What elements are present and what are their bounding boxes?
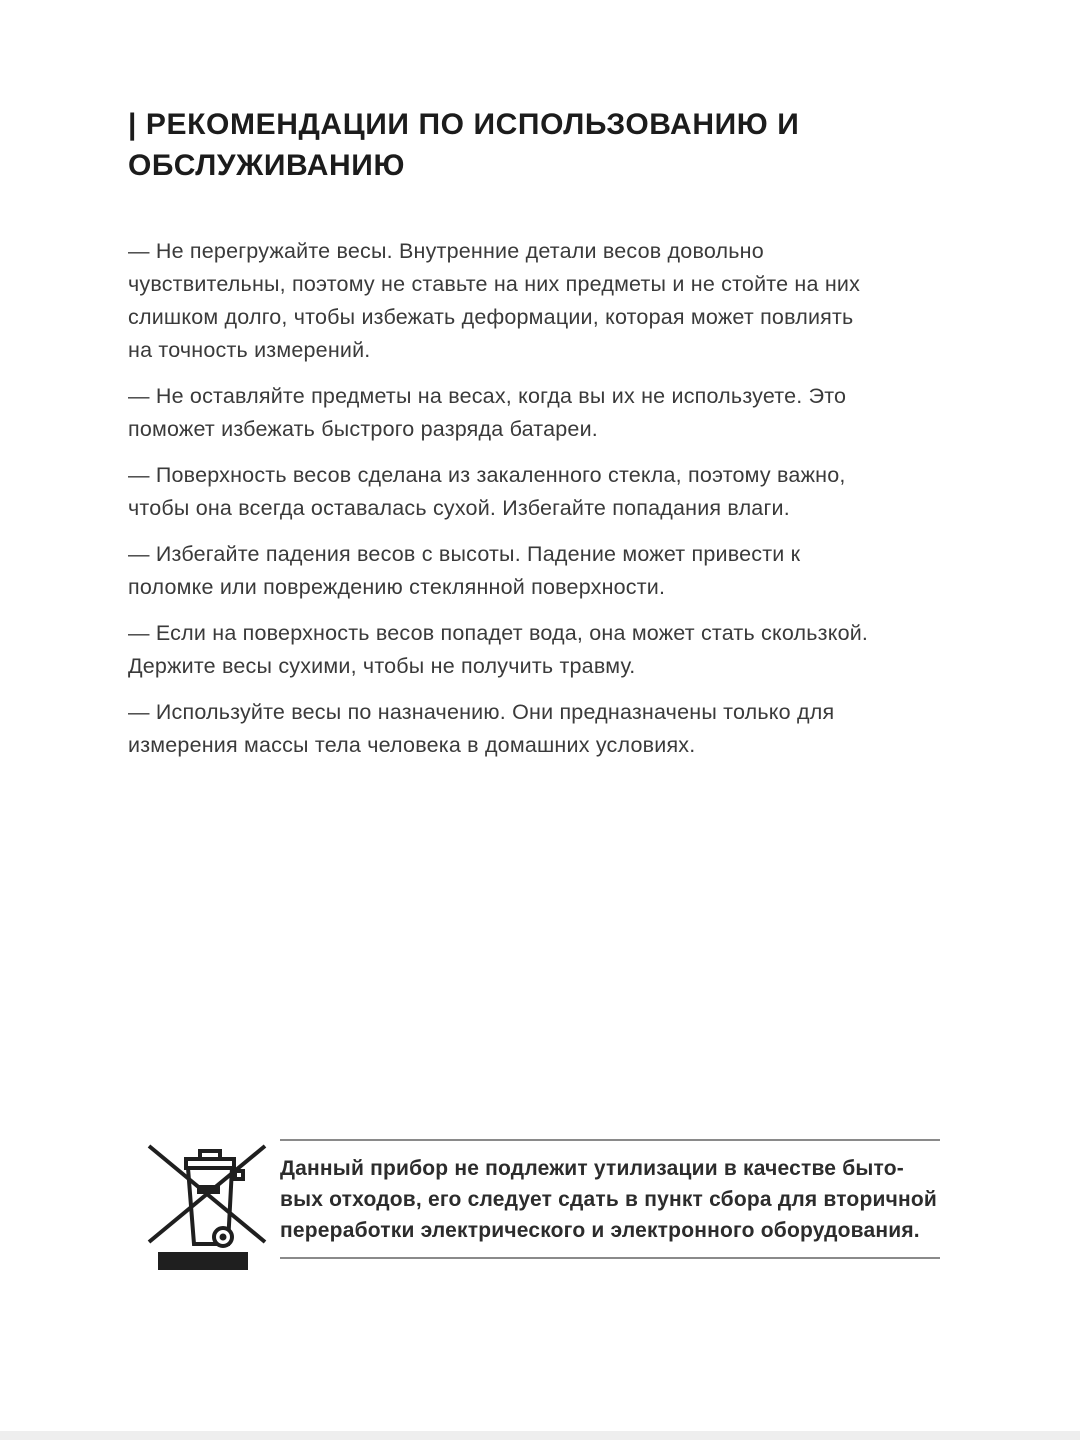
page-bottom-strip xyxy=(0,1431,1080,1440)
recommendation-item: — Не перегружайте весы. Внутренние детали весов довольно чувствительны, поэтому не ставьте на них предметы и не стойте на них слишком долго, чтобы избежать деформации, которая может повлиять на точность измерений. xyxy=(128,239,861,362)
page-content xyxy=(128,104,958,775)
weee-crossed-out-wheeled-bin-icon xyxy=(128,1134,280,1270)
recommendation-item: — Поверхность весов сделана из закаленного стекла, поэтому важно, чтобы она всегда оставалась сухой. Избегайте попадания влаги. xyxy=(128,463,846,520)
disposal-notice-block xyxy=(128,1134,940,1270)
recommendation-item: — Если на поверхность весов попадет вода, она может стать скользкой. Держите весы сухими, чтобы не получить травму. xyxy=(128,621,869,678)
recommendation-item: — Используйте весы по назначению. Они предназначены только для измерения массы тела человека в домашних условиях. xyxy=(128,700,835,757)
disposal-notice-text: Данный прибор не подлежит утилизации в качестве быто- вых отходов, его следует сдать в пункт сбора для вторичной переработки электрического и электронного оборудования. xyxy=(280,1139,940,1259)
recommendation-item: — Не оставляйте предметы на весах, когда вы их не используете. Это поможет избежать быстрого разряда батареи. xyxy=(128,384,847,441)
page-title: | РЕКОМЕНДАЦИИ ПО ИСПОЛЬЗОВАНИЮ И ОБСЛУЖИВАНИЮ xyxy=(128,108,800,182)
recommendation-item: — Избегайте падения весов с высоты. Падение может привести к поломке или повреждению стеклянной поверхности. xyxy=(128,542,801,599)
